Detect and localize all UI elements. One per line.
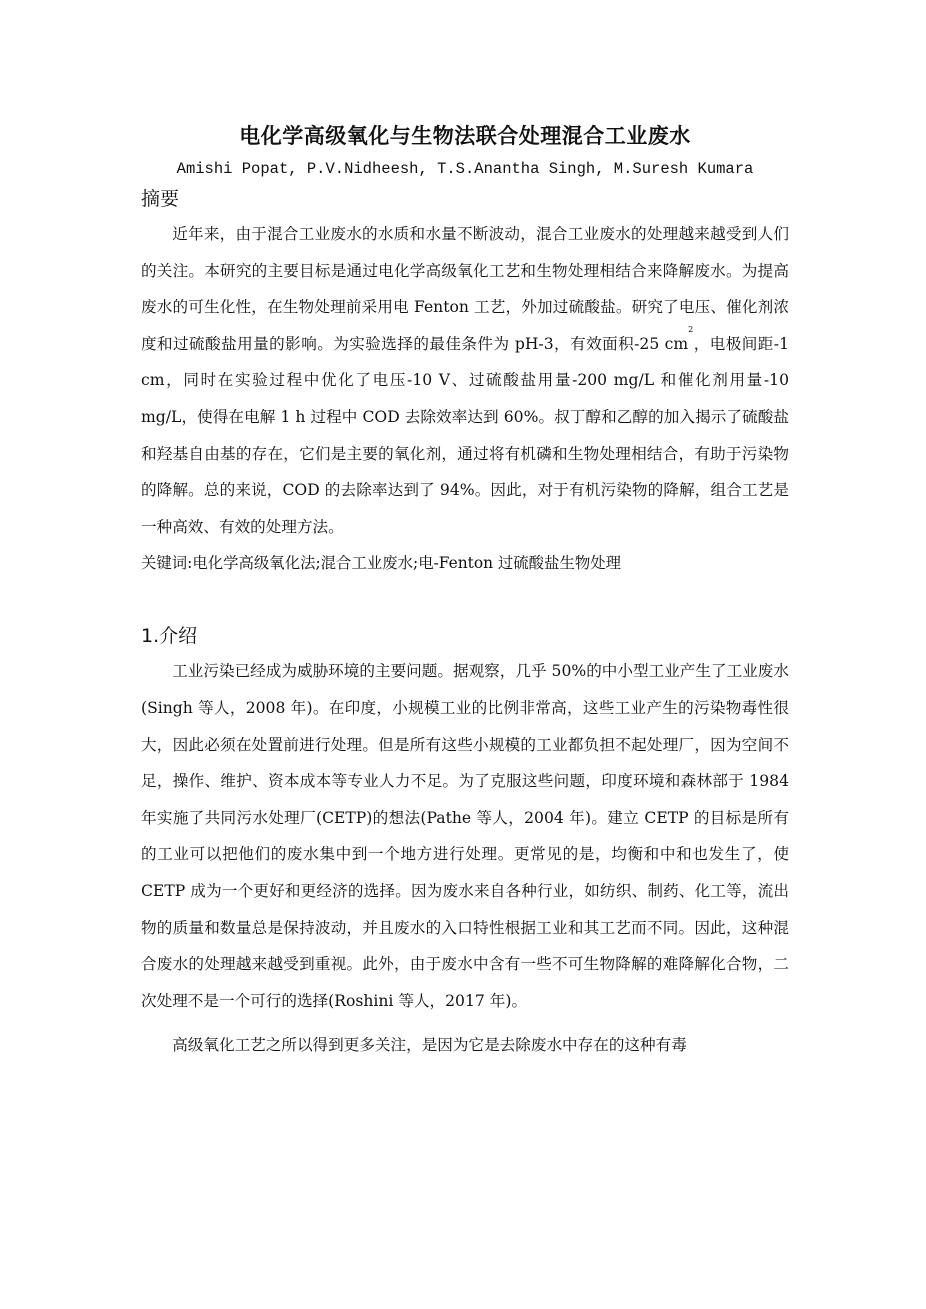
paper-page	[141, 116, 789, 1064]
keywords-line: 关键词:电化学高级氧化法;混合工业废水;电-Fenton 过硫酸盐生物处理	[141, 554, 622, 573]
author-list: Amishi Popat, P.V.Nidheesh, T.S.Anantha Singh, M.Suresh Kumara	[176, 160, 754, 178]
paper-title: 电化学高级氧化与生物法联合处理混合工业废水	[239, 124, 691, 148]
intro-paragraph-2: 高级氧化工艺之所以得到更多关注，是因为它是去除废水中存在的这种有毒	[172, 1036, 687, 1055]
abstract-paragraph	[141, 216, 789, 545]
superscript-squared: 2	[688, 324, 694, 334]
abstract-heading: 摘要	[141, 188, 180, 210]
abstract-text-part1: 近年来，由于混合工业废水的水质和水量不断波动，混合工业废水的处理越来越受到人们的关注。本研究的主要目标是通过电化学高级氧化工艺和生物处理相结合来降解废水。为提高废水的可生化性，在生物处理前采用电 Fenton 工艺，外加过硫酸盐。研究了电压、催化剂浓度和过硫酸盐用量的影响。为实验选择的最佳条件为 pH-3，有效面积-25 cm	[141, 225, 789, 353]
intro-heading: 1.介绍	[141, 625, 198, 648]
intro-paragraph-1: 工业污染已经成为威胁环境的主要问题。据观察，几乎 50%的中小型工业产生了工业废水(Singh 等人，2008 年)。在印度，小规模工业的比例非常高，这些工业产生的污染物毒性很大，因此必须在处置前进行处理。但是所有这些小规模的工业都负担不起处理厂，因为空间不足，操作、维护、资本成本等专业人力不足。为了克服这些问题，印度环境和森林部于 1984 年实施了共同污水处理厂(CETP)的想法(Pathe 等人，2004 年)。建立 CETP 的目标是所有的工业可以把他们的废水集中到一个地方进行处理。更常见的是，均衡和中和也发生了，使 CETP 成为一个更好和更经济的选择。因为废水来自各种行业，如纺织、制药、化工等，流出物的质量和数量总是保持波动，并且废水的入口特性根据工业和其工艺而不同。因此，这种混合废水的处理越来越受到重视。此外，由于废水中含有一些不可生物降解的难降解化合物，二次处理不是一个可行的选择(Roshini 等人，2017 年)。	[141, 662, 789, 1010]
abstract-text-part2: ，电极间距-1 cm，同时在实验过程中优化了电压-10 V、过硫酸盐用量-200 mg/L 和催化剂用量-10 mg/L，使得在电解 1 h 过程中 COD 去除效率达到 60%。叔丁醇和乙醇的加入揭示了硫酸盐和羟基自由基的存在，它们是主要的氧化剂，通过将有机磷和生物处理相结合，有助于污染物的降解。总的来说，COD 的去除率达到了 94%。因此，对于有机污染物的降解，组合工艺是一种高效、有效的处理方法。	[141, 334, 789, 536]
